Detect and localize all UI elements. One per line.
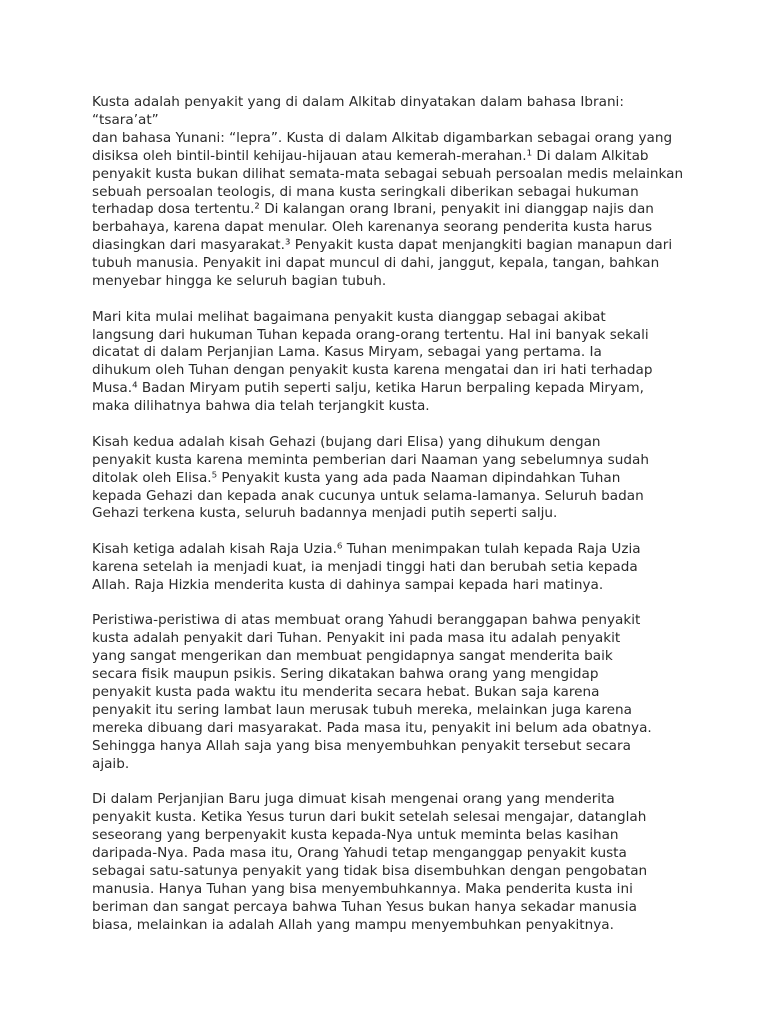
paragraph-4: Kisah ketiga adalah kisah Raja Uzia.⁶ Tuhan menimpakan tulah kepada Raja Uzia karena setelah ia menjadi kuat, ia menjadi tinggi hati dan berubah setia kepada Allah. Raja Hizkia menderita kusta di dahinya sampai kepada hari matinya. (92, 541, 641, 593)
paragraph-2: Mari kita mulai melihat bagaimana penyakit kusta dianggap sebagai akibat langsung dari hukuman Tuhan kepada orang-orang tertentu. Hal ini banyak sekali dicatat di dalam Perjanjian Lama. Kasus Miryam, sebagai yang pertama. Ia dihukum oleh Tuhan dengan penyakit kusta karena mengatai dan iri hati terhadap Musa.⁴ Badan Miryam putih seperti salju, ketika Harun berpaling kepada Miryam, maka dilihatnya bahwa dia telah terjangkit kusta. (92, 308, 653, 415)
paragraph-5: Peristiwa-peristiwa di atas membuat orang Yahudi beranggapan bahwa penyakit kusta adalah penyakit dari Tuhan. Penyakit ini pada masa itu adalah penyakit yang sangat mengerikan dan membuat pengidapnya sangat menderita baik secara fisik maupun psikis. Sering dikatakan bahwa orang yang mengidap penyakit kusta pada waktu itu menderita secara hebat. Bukan saja karena penyakit itu sering lambat laun merusak tubuh mereka, melainkan juga karena mereka dibuang dari masyarakat. Pada masa itu, penyakit ini belum ada obatnya. Sehingga hanya Allah saja yang bisa menyembuhkan penyakit tersebut secara ajaib. (92, 612, 652, 772)
paragraph-1: Kusta adalah penyakit yang di dalam Alkitab dinyatakan dalam bahasa Ibrani: “tsara’at” dan bahasa Yunani: “lepra”. Kusta di dalam Alkitab digambarkan sebagai orang yang disiksa oleh bintil-bintil kehijau-hijauan atau kemerah-merahan.¹ Di dalam Alkitab penyakit kusta bukan dilihat semata-mata sebagai sebuah persoalan medis melainkan sebuah persoalan teologis, di mana kusta seringkali diberikan sebagai hukuman terhadap dosa tertentu.² Di kalangan orang Ibrani, penyakit ini dianggap najis dan berbahaya, karena dapat menular. Oleh karenanya seorang penderita kusta harus diasingkan dari masyarakat.³ Penyakit kusta dapat menjangkiti bagian manapun dari tubuh manusia. Penyakit ini dapat muncul di dahi, janggut, kepala, tangan, bahkan menyebar hingga ke seluruh bagian tubuh. (92, 94, 684, 290)
document-body (92, 94, 684, 935)
paragraph-6: Di dalam Perjanjian Baru juga dimuat kisah mengenai orang yang menderita penyakit kusta. Ketika Yesus turun dari bukit setelah selesai mengajar, datanglah seseorang yang berpenyakit kusta kepada-Nya untuk meminta belas kasihan daripada-Nya. Pada masa itu, Orang Yahudi tetap menganggap penyakit kusta sebagai satu-satunya penyakit yang tidak bisa disembuhkan dengan pengobatan manusia. Hanya Tuhan yang bisa menyembuhkannya. Maka penderita kusta ini beriman dan sangat percaya bahwa Tuhan Yesus bukan hanya sekadar manusia biasa, melainkan ia adalah Allah yang mampu menyembuhkan penyakitnya. (92, 791, 648, 933)
paragraph-3: Kisah kedua adalah kisah Gehazi (bujang dari Elisa) yang dihukum dengan penyakit kusta karena meminta pemberian dari Naaman yang sebelumnya sudah ditolak oleh Elisa.⁵ Penyakit kusta yang ada pada Naaman dipindahkan Tuhan kepada Gehazi dan kepada anak cucunya untuk selama-lamanya. Seluruh badan Gehazi terkena kusta, seluruh badannya menjadi putih seperti salju. (92, 433, 649, 522)
